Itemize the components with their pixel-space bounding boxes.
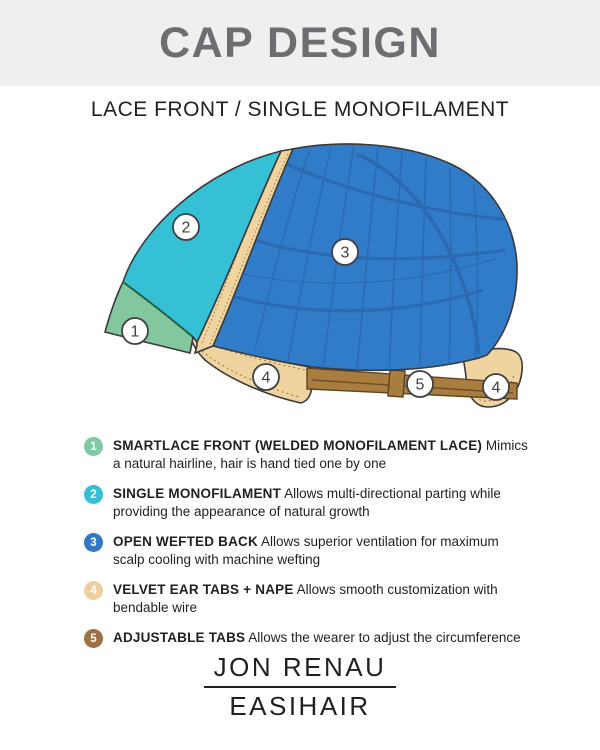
diagram-marker-4-front xyxy=(253,364,279,390)
svg-text:4: 4 xyxy=(491,379,501,397)
legend-item-velvet-ear-tabs xyxy=(84,581,544,616)
legend-number-badge-4: 4 xyxy=(84,581,103,600)
legend-text-4 xyxy=(113,581,528,616)
diagram-marker-4-back xyxy=(483,374,509,400)
legend-item-open-wefted-back xyxy=(84,533,544,568)
legend-item-smartlace-front xyxy=(84,437,544,472)
svg-text:5: 5 xyxy=(415,376,425,394)
diagram-marker-2 xyxy=(173,214,199,240)
legend-item-single-monofilament xyxy=(84,485,544,520)
svg-text:3: 3 xyxy=(340,244,350,262)
legend-title-3: OPEN WEFTED BACK xyxy=(113,534,258,549)
legend xyxy=(84,437,544,661)
legend-desc-3: Allows superior ventilation for maximum scalp cooling with machine wefting xyxy=(113,534,499,567)
legend-title-4: VELVET EAR TABS + NAPE xyxy=(113,582,294,597)
legend-desc-1: Mimics a natural hairline, hair is hand tied one by one xyxy=(113,438,528,471)
svg-text:1: 1 xyxy=(130,323,140,341)
legend-number-badge-5: 5 xyxy=(84,629,103,648)
legend-text-2 xyxy=(113,485,528,520)
brand-logo xyxy=(0,652,600,722)
legend-text-3 xyxy=(113,533,528,568)
legend-number-badge-3: 3 xyxy=(84,533,103,552)
cap-diagram xyxy=(85,140,545,425)
legend-title-5: ADJUSTABLE TABS xyxy=(113,630,246,645)
legend-text-1 xyxy=(113,437,528,472)
legend-number-badge-2: 2 xyxy=(84,485,103,504)
cap-subtitle: LACE FRONT / SINGLE MONOFILAMENT xyxy=(90,98,510,121)
page-title: CAP DESIGN xyxy=(159,18,441,67)
legend-number-badge-1: 1 xyxy=(84,437,103,456)
diagram-marker-5 xyxy=(407,371,433,397)
svg-text:2: 2 xyxy=(181,219,191,237)
legend-text-5 xyxy=(113,629,528,647)
legend-desc-2: Allows multi-directional parting while providing the appearance of natural growth xyxy=(113,486,501,519)
svg-text:4: 4 xyxy=(261,369,271,387)
diagram-marker-3 xyxy=(332,239,358,265)
diagram-marker-1 xyxy=(122,318,148,344)
strap-adjuster-tab xyxy=(388,370,405,397)
brand-name-jon-renau: JON RENAU xyxy=(204,652,397,688)
legend-item-adjustable-tabs xyxy=(84,629,544,648)
legend-desc-5: Allows the wearer to adjust the circumference xyxy=(248,630,521,645)
legend-title-2: SINGLE MONOFILAMENT xyxy=(113,486,282,501)
legend-desc-4: Allows smooth customization with bendable wire xyxy=(113,582,498,615)
legend-title-1: SMARTLACE FRONT (WELDED MONOFILAMENT LACE) xyxy=(113,438,483,453)
brand-name-easihair: EASIHAIR xyxy=(229,691,371,721)
header-bar xyxy=(0,0,600,86)
